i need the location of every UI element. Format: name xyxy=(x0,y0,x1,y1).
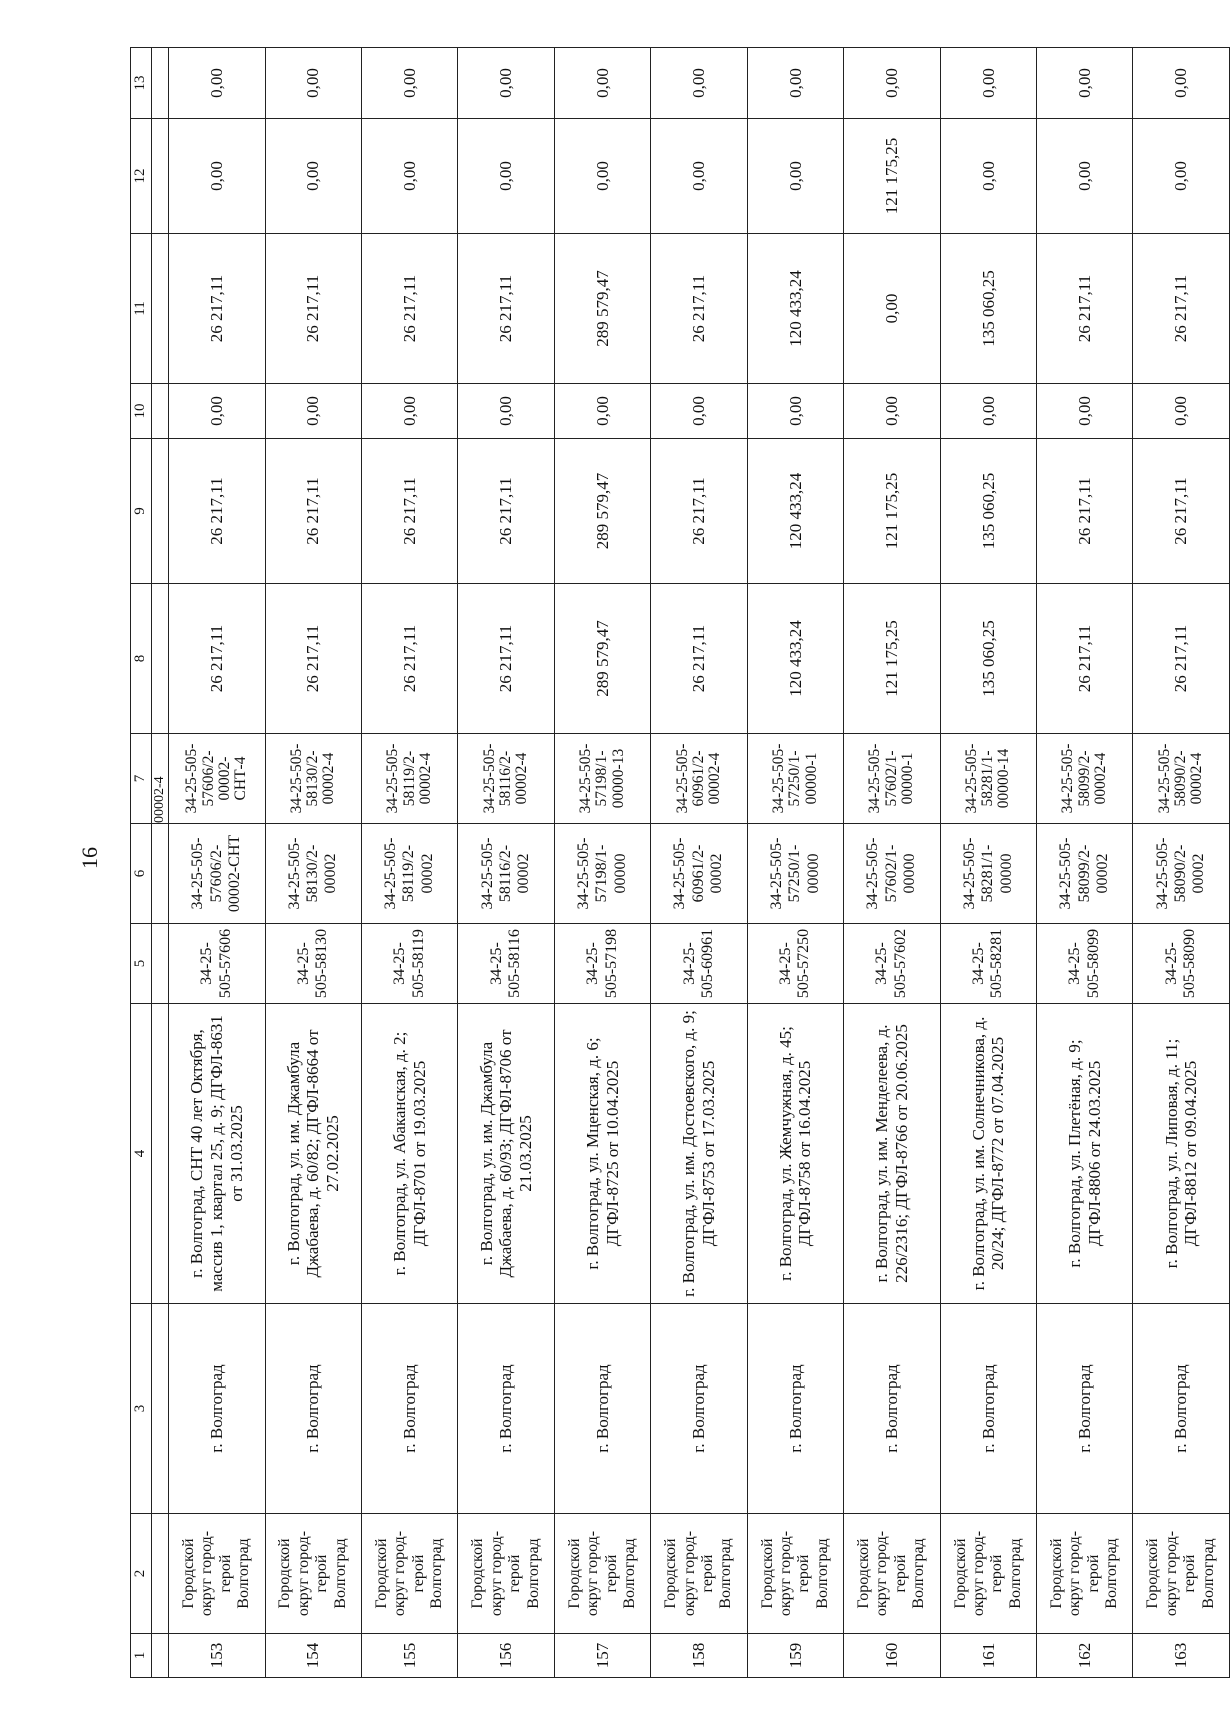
code-col-5: 34-25-505-58116 xyxy=(458,924,554,1004)
amount-col-9: 26 217,11 xyxy=(458,439,554,584)
code-col-5: 34-25-505-58281 xyxy=(940,924,1036,1004)
code-col-6: 34-25-505-58130/2-00002 xyxy=(265,824,361,924)
locality: г. Волгоград xyxy=(1037,1304,1133,1514)
locality: г. Волгоград xyxy=(554,1304,650,1514)
row-number: 159 xyxy=(747,1634,843,1678)
locality: г. Волгоград xyxy=(651,1304,747,1514)
col-header: 6 xyxy=(131,824,152,924)
locality: г. Волгоград xyxy=(844,1304,940,1514)
amount-col-8: 26 217,11 xyxy=(651,584,747,734)
code-col-5: 34-25-505-57250 xyxy=(747,924,843,1004)
amount-col-11: 26 217,11 xyxy=(361,234,457,384)
municipality: Городской округ город-герой Волгоград xyxy=(747,1514,843,1634)
table-row xyxy=(844,48,940,1678)
amount-col-10: 0,00 xyxy=(1133,384,1230,439)
amount-col-8: 26 217,11 xyxy=(265,584,361,734)
code-col-6: 34-25-505-60961/2-00002 xyxy=(651,824,747,924)
page-number: 16 xyxy=(77,847,102,869)
table-row xyxy=(651,48,747,1678)
amount-col-10: 0,00 xyxy=(554,384,650,439)
amount-col-11: 26 217,11 xyxy=(1037,234,1133,384)
amount-col-13: 0,00 xyxy=(651,48,747,119)
row-number: 153 xyxy=(169,1634,265,1678)
code-col-5: 34-25-505-58090 xyxy=(1133,924,1230,1004)
table-row xyxy=(747,48,843,1678)
amount-col-8: 120 433,24 xyxy=(747,584,843,734)
col-header: 9 xyxy=(131,439,152,584)
amount-col-10: 0,00 xyxy=(169,384,265,439)
code-col-5: 34-25-505-57606 xyxy=(169,924,265,1004)
table-row xyxy=(361,48,457,1678)
amount-col-11: 26 217,11 xyxy=(1133,234,1230,384)
amount-col-8: 26 217,11 xyxy=(1037,584,1133,734)
municipality: Городской округ город-герой Волгоград xyxy=(940,1514,1036,1634)
col-header: 7 xyxy=(131,734,152,824)
amount-col-12: 0,00 xyxy=(651,119,747,234)
code-col-7: 34-25-505-57198/1-00000-13 xyxy=(554,734,650,824)
amount-col-13: 0,00 xyxy=(265,48,361,119)
col-header: 13 xyxy=(131,48,152,119)
col-header: 5 xyxy=(131,924,152,1004)
address: г. Волгоград, СНТ 40 лет Октября, массив 1, квартал 25, д. 9; ДГФЛ-8631 от 31.03.2025 xyxy=(169,1004,265,1304)
locality: г. Волгоград xyxy=(265,1304,361,1514)
amount-col-11: 26 217,11 xyxy=(169,234,265,384)
code-col-6: 34-25-505-58099/2-00002 xyxy=(1037,824,1133,924)
locality: г. Волгоград xyxy=(1133,1304,1230,1514)
column-number-row xyxy=(131,48,152,1678)
amount-col-13: 0,00 xyxy=(1133,48,1230,119)
amount-col-10: 0,00 xyxy=(940,384,1036,439)
locality: г. Волгоград xyxy=(940,1304,1036,1514)
amount-col-10: 0,00 xyxy=(651,384,747,439)
amount-col-11: 120 433,24 xyxy=(747,234,843,384)
row-number: 161 xyxy=(940,1634,1036,1678)
amount-col-10: 0,00 xyxy=(1037,384,1133,439)
rotated-table-wrapper xyxy=(130,48,1230,1678)
row-number: 163 xyxy=(1133,1634,1230,1678)
table-row xyxy=(458,48,554,1678)
amount-col-12: 0,00 xyxy=(747,119,843,234)
amount-col-13: 0,00 xyxy=(940,48,1036,119)
table-row xyxy=(1037,48,1133,1678)
amount-col-9: 289 579,47 xyxy=(554,439,650,584)
col-header: 2 xyxy=(131,1514,152,1634)
amount-col-12: 121 175,25 xyxy=(844,119,940,234)
locality: г. Волгоград xyxy=(458,1304,554,1514)
amount-col-11: 135 060,25 xyxy=(940,234,1036,384)
col-header: 8 xyxy=(131,584,152,734)
amount-col-11: 0,00 xyxy=(844,234,940,384)
code-col-6: 34-25-505-57602/1-00000 xyxy=(844,824,940,924)
address: г. Волгоград, ул. Абаканская, д. 2; ДГФЛ-8701 от 19.03.2025 xyxy=(361,1004,457,1304)
amount-col-13: 0,00 xyxy=(747,48,843,119)
amount-col-9: 26 217,11 xyxy=(651,439,747,584)
amount-col-12: 0,00 xyxy=(169,119,265,234)
amount-col-9: 26 217,11 xyxy=(169,439,265,584)
municipality: Городской округ город-герой Волгоград xyxy=(458,1514,554,1634)
row-number: 155 xyxy=(361,1634,457,1678)
municipality: Городской округ город-герой Волгоград xyxy=(1133,1514,1230,1634)
amount-col-10: 0,00 xyxy=(265,384,361,439)
address: г. Волгоград, ул. им. Солнечникова, д. 20/24; ДГФЛ-8772 от 07.04.2025 xyxy=(940,1004,1036,1304)
amount-col-12: 0,00 xyxy=(554,119,650,234)
address: г. Волгоград, ул. им. Менделеева, д. 226/2316; ДГФЛ-8766 от 20.06.2025 xyxy=(844,1004,940,1304)
table-row xyxy=(169,48,265,1678)
code-col-5: 34-25-505-58099 xyxy=(1037,924,1133,1004)
municipality: Городской округ город-герой Волгоград xyxy=(554,1514,650,1634)
row-number: 160 xyxy=(844,1634,940,1678)
code-col-7: 34-25-505-58130/2-00002-4 xyxy=(265,734,361,824)
municipality: Городской округ город-герой Волгоград xyxy=(169,1514,265,1634)
amount-col-13: 0,00 xyxy=(844,48,940,119)
amount-col-12: 0,00 xyxy=(265,119,361,234)
amount-col-8: 26 217,11 xyxy=(169,584,265,734)
code-col-5: 34-25-505-57602 xyxy=(844,924,940,1004)
col-header: 12 xyxy=(131,119,152,234)
data-table xyxy=(130,47,1230,1678)
continuation-cell: 00002-4 xyxy=(152,734,169,824)
amount-col-12: 0,00 xyxy=(458,119,554,234)
amount-col-12: 0,00 xyxy=(1037,119,1133,234)
amount-col-12: 0,00 xyxy=(361,119,457,234)
row-number: 156 xyxy=(458,1634,554,1678)
row-number: 158 xyxy=(651,1634,747,1678)
table-row xyxy=(265,48,361,1678)
code-col-5: 34-25-505-60961 xyxy=(651,924,747,1004)
table-body xyxy=(131,48,1230,1678)
amount-col-9: 26 217,11 xyxy=(265,439,361,584)
amount-col-8: 289 579,47 xyxy=(554,584,650,734)
row-number: 154 xyxy=(265,1634,361,1678)
amount-col-9: 26 217,11 xyxy=(1037,439,1133,584)
amount-col-9: 121 175,25 xyxy=(844,439,940,584)
col-header: 1 xyxy=(131,1634,152,1678)
code-col-7: 34-25-505-58116/2-00002-4 xyxy=(458,734,554,824)
code-col-6: 34-25-505-58116/2-00002 xyxy=(458,824,554,924)
row-number: 162 xyxy=(1037,1634,1133,1678)
municipality: Городской округ город-герой Волгоград xyxy=(844,1514,940,1634)
address: г. Волгоград, ул. Мценская, д. 6; ДГФЛ-8725 от 10.04.2025 xyxy=(554,1004,650,1304)
amount-col-13: 0,00 xyxy=(361,48,457,119)
col-header: 4 xyxy=(131,1004,152,1304)
code-col-5: 34-25-505-58119 xyxy=(361,924,457,1004)
code-col-7: 34-25-505-60961/2-00002-4 xyxy=(651,734,747,824)
amount-col-8: 135 060,25 xyxy=(940,584,1036,734)
code-col-6: 34-25-505-58281/1-00000 xyxy=(940,824,1036,924)
amount-col-11: 26 217,11 xyxy=(651,234,747,384)
code-col-6: 34-25-505-58119/2-00002 xyxy=(361,824,457,924)
amount-col-13: 0,00 xyxy=(554,48,650,119)
address: г. Волгоград, ул. им. Джамбула Джабаева, д. 60/82; ДГФЛ-8664 от 27.02.2025 xyxy=(265,1004,361,1304)
amount-col-8: 26 217,11 xyxy=(458,584,554,734)
amount-col-10: 0,00 xyxy=(361,384,457,439)
code-col-6: 34-25-505-57198/1-00000 xyxy=(554,824,650,924)
address: г. Волгоград, ул. Плетёная, д. 9; ДГФЛ-8806 от 24.03.2025 xyxy=(1037,1004,1133,1304)
amount-col-13: 0,00 xyxy=(1037,48,1133,119)
amount-col-12: 0,00 xyxy=(1133,119,1230,234)
address: г. Волгоград, ул. им. Достоевского, д. 9; ДГФЛ-8753 от 17.03.2025 xyxy=(651,1004,747,1304)
table-row xyxy=(1133,48,1230,1678)
code-col-7: 34-25-505-57606/2-00002-СНТ-4 xyxy=(169,734,265,824)
municipality: Городской округ город-герой Волгоград xyxy=(1037,1514,1133,1634)
table-row xyxy=(554,48,650,1678)
amount-col-10: 0,00 xyxy=(747,384,843,439)
table-row xyxy=(940,48,1036,1678)
code-col-7: 34-25-505-58090/2-00002-4 xyxy=(1133,734,1230,824)
amount-col-9: 26 217,11 xyxy=(361,439,457,584)
amount-col-13: 0,00 xyxy=(169,48,265,119)
col-header: 10 xyxy=(131,384,152,439)
code-col-6: 34-25-505-58090/2-00002 xyxy=(1133,824,1230,924)
code-col-7: 34-25-505-57602/1-00000-1 xyxy=(844,734,940,824)
amount-col-10: 0,00 xyxy=(844,384,940,439)
code-col-7: 34-25-505-58119/2-00002-4 xyxy=(361,734,457,824)
amount-col-8: 26 217,11 xyxy=(1133,584,1230,734)
address: г. Волгоград, ул. Жемчужная, д. 45; ДГФЛ-8758 от 16.04.2025 xyxy=(747,1004,843,1304)
code-col-6: 34-25-505-57606/2-00002-СНТ xyxy=(169,824,265,924)
col-header: 3 xyxy=(131,1304,152,1514)
municipality: Городской округ город-герой Волгоград xyxy=(651,1514,747,1634)
locality: г. Волгоград xyxy=(169,1304,265,1514)
municipality: Городской округ город-герой Волгоград xyxy=(265,1514,361,1634)
municipality: Городской округ город-герой Волгоград xyxy=(361,1514,457,1634)
address: г. Волгоград, ул. Липовая, д. 11; ДГФЛ-8812 от 09.04.2025 xyxy=(1133,1004,1230,1304)
code-col-6: 34-25-505-57250/1-00000 xyxy=(747,824,843,924)
amount-col-9: 26 217,11 xyxy=(1133,439,1230,584)
amount-col-9: 120 433,24 xyxy=(747,439,843,584)
col-header: 11 xyxy=(131,234,152,384)
code-col-7: 34-25-505-57250/1-00000-1 xyxy=(747,734,843,824)
address: г. Волгоград, ул. им. Джамбула Джабаева, д. 60/93; ДГФЛ-8706 от 21.03.2025 xyxy=(458,1004,554,1304)
amount-col-13: 0,00 xyxy=(458,48,554,119)
amount-col-8: 121 175,25 xyxy=(844,584,940,734)
amount-col-8: 26 217,11 xyxy=(361,584,457,734)
locality: г. Волгоград xyxy=(747,1304,843,1514)
amount-col-12: 0,00 xyxy=(940,119,1036,234)
amount-col-10: 0,00 xyxy=(458,384,554,439)
amount-col-11: 26 217,11 xyxy=(458,234,554,384)
amount-col-11: 26 217,11 xyxy=(265,234,361,384)
amount-col-9: 135 060,25 xyxy=(940,439,1036,584)
code-col-7: 34-25-505-58281/1-00000-14 xyxy=(940,734,1036,824)
row-number: 157 xyxy=(554,1634,650,1678)
continuation-row xyxy=(152,48,169,1678)
code-col-5: 34-25-505-57198 xyxy=(554,924,650,1004)
locality: г. Волгоград xyxy=(361,1304,457,1514)
amount-col-11: 289 579,47 xyxy=(554,234,650,384)
code-col-5: 34-25-505-58130 xyxy=(265,924,361,1004)
code-col-7: 34-25-505-58099/2-00002-4 xyxy=(1037,734,1133,824)
